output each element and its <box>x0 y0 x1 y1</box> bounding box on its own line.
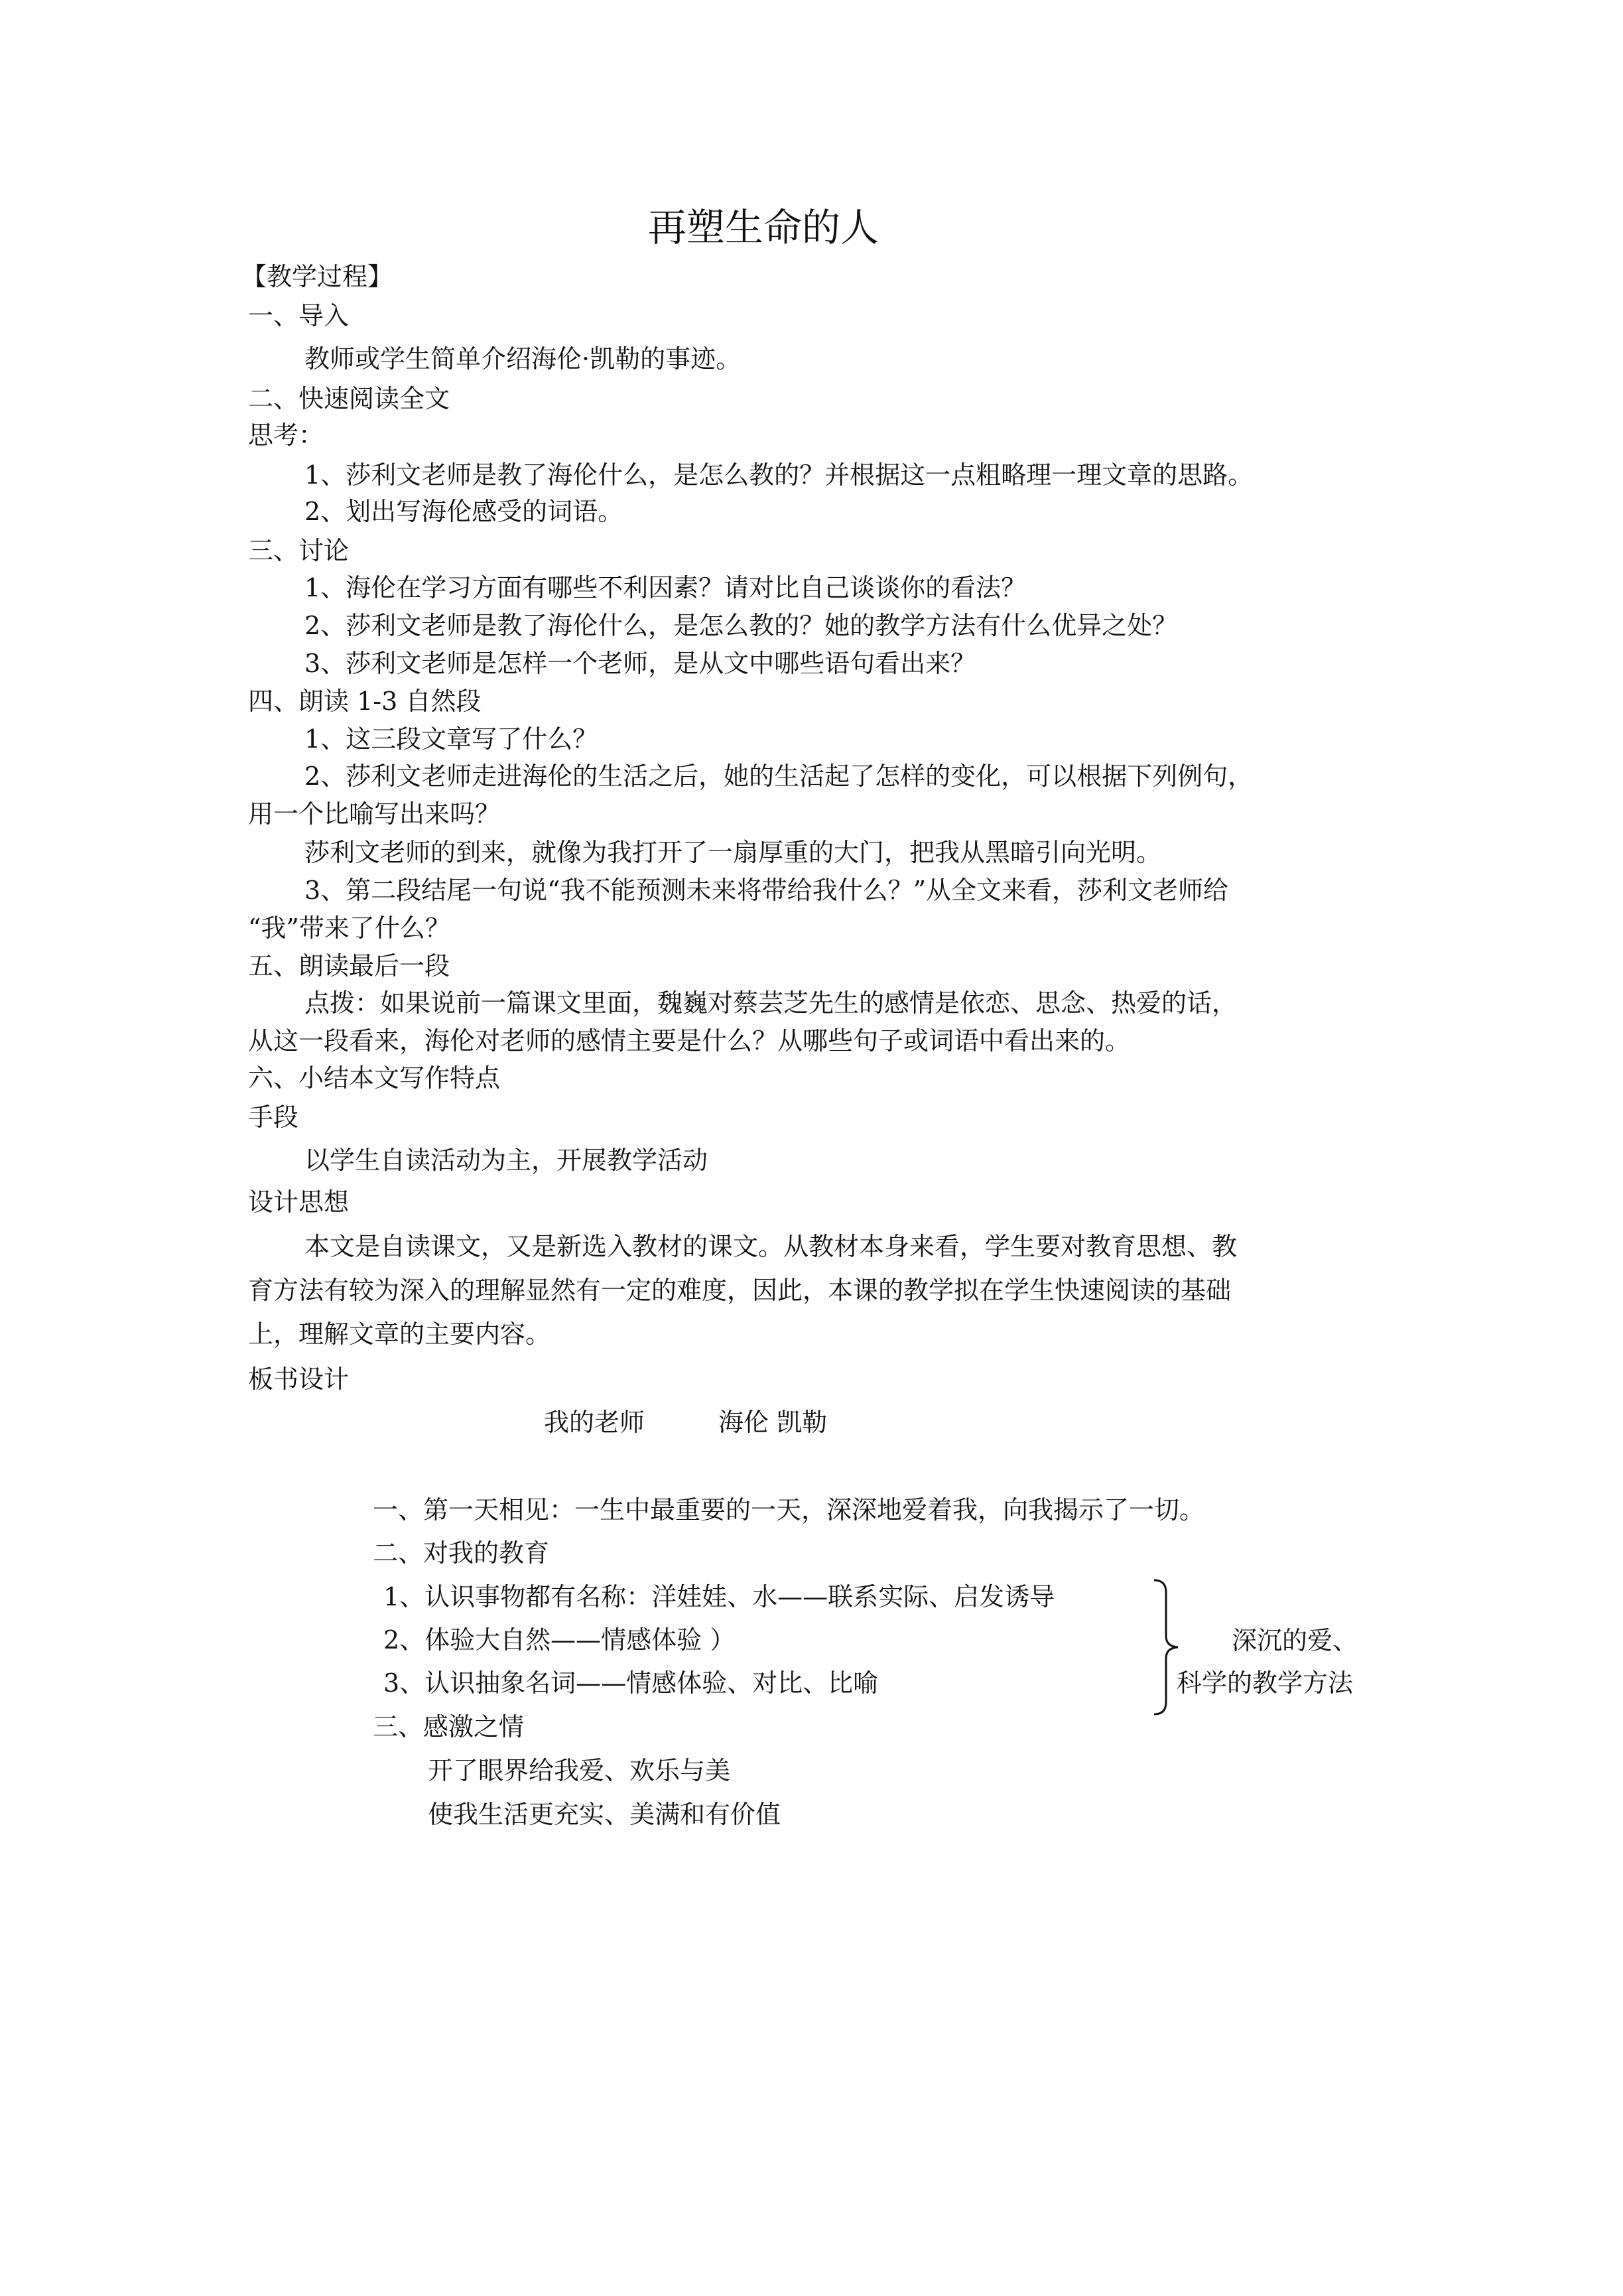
board-brace-text-b: 科学的教学方法 <box>1177 1668 1354 1698</box>
section-4-question-2b: 用一个比喻写出来吗？ <box>248 799 501 829</box>
section-4-heading: 四、朗读 1-3 自然段 <box>248 687 482 716</box>
section-6-heading: 六、小结本文写作特点 <box>248 1063 501 1093</box>
board-gratitude-1: 开了眼界给我爱、欢乐与美 <box>428 1756 731 1785</box>
section-3-question-1: 1、海伦在学习方面有哪些不利因素？请对比自己谈谈你的看法？ <box>304 573 1027 602</box>
board-item-3: 三、感激之情 <box>373 1712 525 1741</box>
design-paragraph-line-3: 上，理解文章的主要内容。 <box>248 1319 551 1349</box>
design-heading: 设计思想 <box>248 1187 350 1217</box>
board-item-1: 一、第一天相见：一生中最重要的一天，深深地爱着我，向我揭示了一切。 <box>373 1495 1205 1524</box>
board-item-2: 二、对我的教育 <box>373 1538 550 1568</box>
board-brace-text-a: 深沉的爱、 <box>1232 1626 1358 1655</box>
section-2-heading: 二、快速阅读全文 <box>248 384 450 413</box>
board-gratitude-2: 使我生活更充实、美满和有价值 <box>428 1800 781 1829</box>
section-2-question-1: 1、莎利文老师是教了海伦什么，是怎么教的？并根据这一点粗略理一理文章的思路。 <box>304 460 1254 490</box>
board-subitem-3: 3、认识抽象名词——情感体验、对比、比喻 <box>383 1668 879 1698</box>
section-2-question-2: 2、划出写海伦感受的词语。 <box>304 497 623 526</box>
board-title: 我的老师 <box>544 1408 645 1437</box>
process-heading: 【教学过程】 <box>241 262 393 291</box>
means-heading: 手段 <box>248 1103 299 1132</box>
board-subitem-2: 2、体验大自然——情感体验 ） <box>383 1625 736 1654</box>
board-subitem-1: 1、认识事物都有名称：洋娃娃、水——联系实际、启发诱导 <box>383 1582 1055 1611</box>
design-paragraph-line-1: 本文是自读课文，又是新选入教材的课文。从教材本身来看，学生要对教育思想、教 <box>304 1232 1238 1261</box>
section-4-question-2a: 2、莎利文老师走进海伦的生活之后，她的生活起了怎样的变化，可以根据下列例句， <box>304 762 1254 791</box>
page-title: 再塑生命的人 <box>648 205 879 250</box>
section-4-question-3a: 3、第二段结尾一句说“我不能预测未来将带给我什么？”从全文来看，莎利文老师给 <box>304 876 1229 905</box>
section-5-hint-b: 从这一段看来，海伦对老师的感情主要是什么？从哪些句子或词语中看出来的。 <box>248 1026 1131 1055</box>
board-heading: 板书设计 <box>248 1365 350 1394</box>
section-3-question-3: 3、莎利文老师是怎样一个老师，是从文中哪些语句看出来？ <box>304 649 976 678</box>
section-5-hint-a: 点拨：如果说前一篇课文里面，魏巍对蔡芸芝先生的感情是依恋、思念、热爱的话， <box>304 988 1238 1018</box>
section-1-heading: 一、导入 <box>248 301 350 330</box>
board-author: 海伦 凯勒 <box>718 1408 828 1437</box>
section-4-question-1: 1、这三段文章写了什么？ <box>304 724 598 754</box>
section-5-heading: 五、朗读最后一段 <box>248 951 450 980</box>
section-1-text: 教师或学生简单介绍海伦·凯勒的事迹。 <box>304 344 742 373</box>
means-text: 以学生自读活动为主，开展教学活动 <box>304 1146 708 1175</box>
design-paragraph-line-2: 育方法有较为深入的理解显然有一定的难度，因此，本课的教学拟在学生快速阅读的基础 <box>248 1276 1232 1305</box>
section-3-heading: 三、讨论 <box>248 536 350 565</box>
section-4-example: 莎利文老师的到来，就像为我打开了一扇厚重的大门，把我从黑暗引向光明。 <box>304 838 1162 867</box>
section-4-question-3b: “我”带来了什么？ <box>248 913 450 943</box>
section-3-question-2: 2、莎利文老师是教了海伦什么，是怎么教的？她的教学方法有什么优异之处？ <box>304 611 1178 640</box>
think-label: 思考： <box>248 421 324 450</box>
